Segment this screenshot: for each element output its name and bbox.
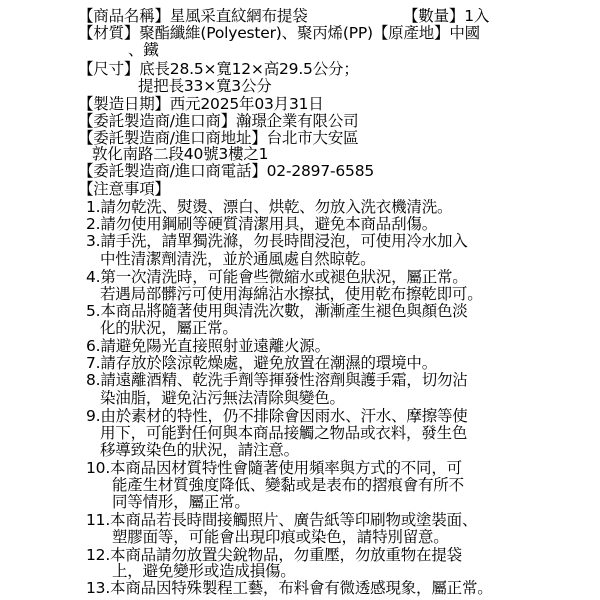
- note-line: 用下，可能對任何與本商品接觸之物品或衣料，發生色: [100, 423, 468, 442]
- importer-phone: 【委託製造商/進口商電話】02-2897-6585: [78, 162, 375, 181]
- note-line: 11.本商品若長時間接觸照片、廣告紙等印刷物或塗裝面、: [86, 511, 478, 530]
- note-line: 同等情形，屬正常。: [112, 493, 250, 512]
- quantity: 【數量】1入: [403, 6, 490, 25]
- size: 【尺寸】底長28.5×寬12×高29.5公分；: [78, 60, 359, 79]
- size-handle: 提把長33×寬3公分: [138, 77, 272, 96]
- product-name: 【商品名稱】星風采直紋網布提袋: [78, 6, 308, 25]
- note-line: 7.請存放於陰涼乾燥處，避免放置在潮濕的環境中。: [86, 354, 437, 373]
- importer-address: 【委託製造商/進口商地址】台北市大安區: [78, 128, 359, 147]
- note-line: 化的狀況，屬正常。: [100, 319, 238, 338]
- importer-address-continued: 敦化南路二段40號3樓之1: [92, 144, 269, 163]
- note-line: 染油脂，避免沾污無法清除與變色。: [100, 388, 345, 407]
- note-line: 8.請遠離酒精、乾洗手劑等揮發性溶劑與護手霜，切勿沾: [86, 371, 468, 390]
- notes-title: 【注意事項】: [78, 180, 170, 199]
- note-line: 13.本商品因特殊製程工藝，布料會有微透感現象，屬正常。: [86, 578, 493, 597]
- note-line: 移導致染色的狀況，請注意。: [100, 440, 299, 459]
- importer-name: 【委託製造商/進口商】瀚璟企業有限公司: [78, 111, 359, 130]
- note-line: 能產生材質強度降低、變黏或是表布的摺痕會有所不: [112, 476, 464, 495]
- note-line: 上，避免變形或造成損傷。: [112, 561, 296, 580]
- material: 【材質】聚酯纖維(Polyester)、聚丙烯(PP)【原產地】中國: [78, 24, 480, 43]
- note-line: 6.請避免陽光直接照射並遠離火源。: [86, 337, 330, 356]
- note-line: 若遇局部髒污可使用海綿沾水擦拭，使用乾布擦乾即可。: [100, 284, 483, 303]
- note-line: 中性清潔劑清洗，並於通風處自然晾乾。: [100, 249, 376, 268]
- note-line: 3.請手洗，請單獨洗滌，勿長時間浸泡，可使用冷水加入: [86, 232, 468, 251]
- note-line: 9.由於素材的特性，仍不排除會因雨水、汗水、摩擦等使: [86, 406, 468, 425]
- manufacture-date: 【製造日期】西元2025年03月31日: [78, 94, 324, 113]
- note-line: 4.第一次清洗時，可能會些微縮水或褪色狀況，屬正常。: [86, 267, 468, 286]
- note-line: 塑膠面等，可能會出現印痕或染色，請特別留意。: [112, 528, 449, 547]
- note-line: 10.本商品因材質特性會隨著使用頻率與方式的不同，可: [86, 458, 462, 477]
- note-line: 1.請勿乾洗、熨燙、漂白、烘乾、勿放入洗衣機清洗。: [86, 198, 453, 217]
- note-line: 5.本商品將隨著使用與清洗次數，漸漸產生褪色與顏色淡: [86, 301, 468, 320]
- material-continued: 、鐵: [128, 41, 159, 60]
- note-line: 2.請勿使用鋼刷等硬質清潔用具，避免本商品刮傷。: [86, 215, 437, 234]
- note-line: 12.本商品請勿放置尖銳物品，勿重壓，勿放重物在提袋: [86, 545, 462, 564]
